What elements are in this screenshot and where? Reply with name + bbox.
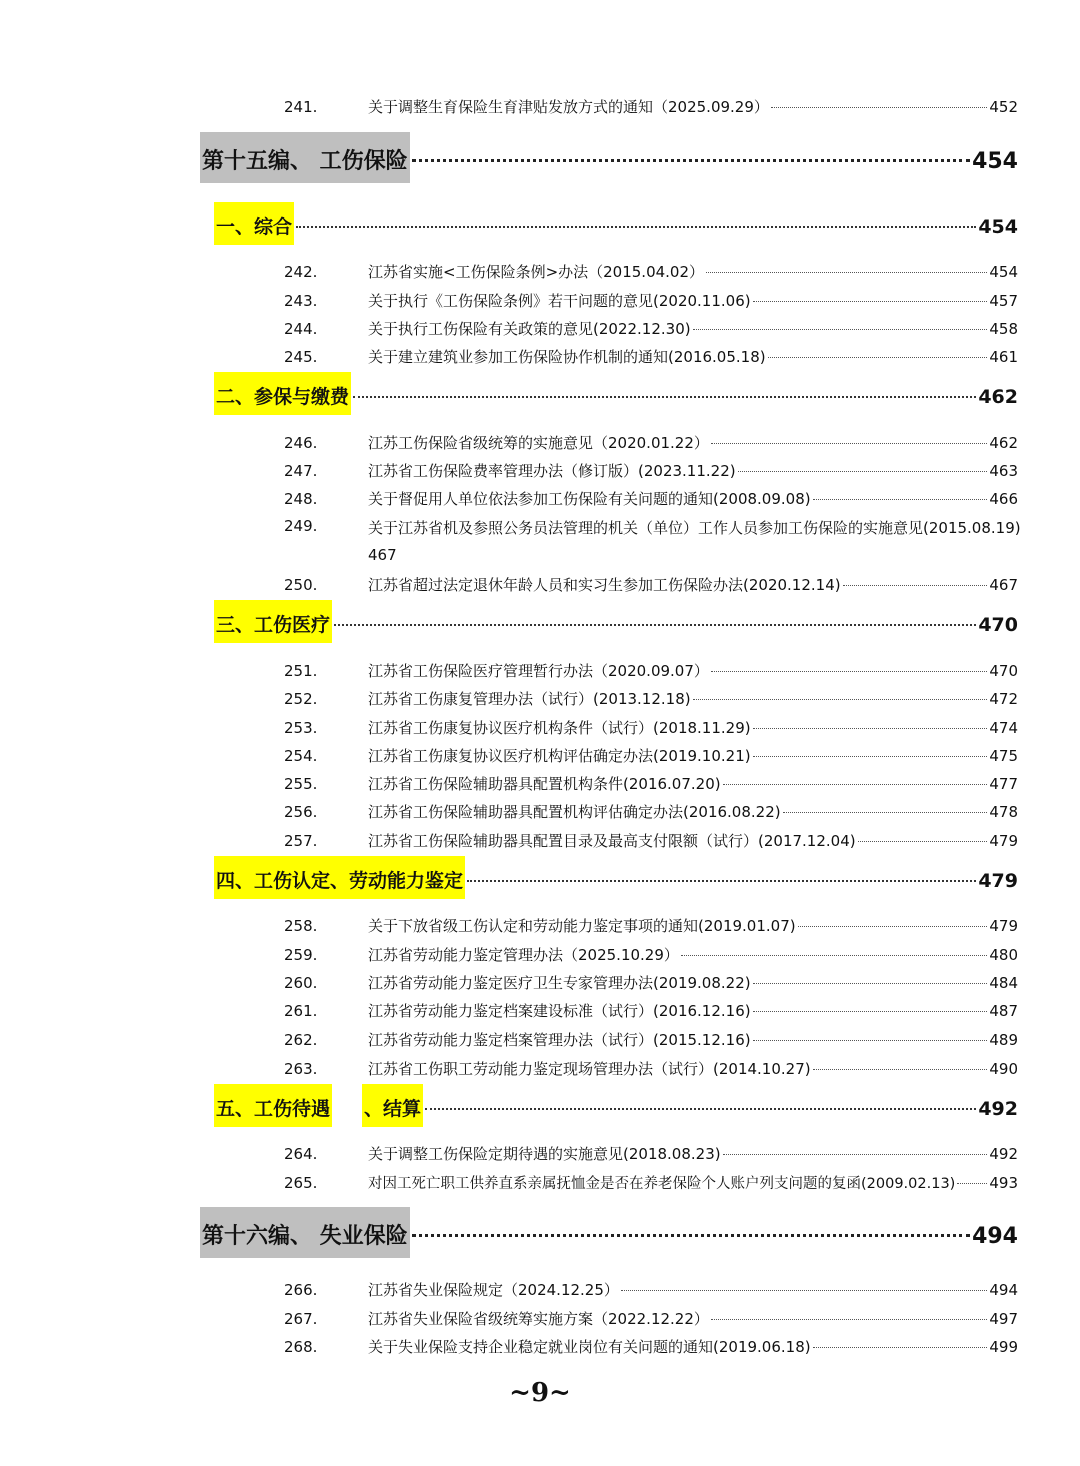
- entry-number: 266.: [284, 1281, 318, 1299]
- entry-title: 江苏省工伤保险医疗管理暂行办法（2020.09.07）: [368, 662, 709, 680]
- dot-leader: [681, 955, 987, 956]
- dot-leader: [813, 499, 988, 500]
- entry-number: 242.: [284, 263, 318, 281]
- toc-entry: [284, 1336, 1018, 1358]
- entry-page: 452: [989, 98, 1018, 116]
- dot-leader: [723, 784, 988, 785]
- entry-title: 江苏省劳动能力鉴定档案管理办法（试行）(2015.12.16): [368, 1031, 751, 1049]
- entry-page: 457: [989, 292, 1018, 310]
- entry-page: 467: [989, 576, 1018, 594]
- dot-leader: [753, 983, 988, 984]
- section-label: 三、工伤医疗: [214, 600, 332, 643]
- entry-title: 关于执行工伤保险有关政策的意见(2022.12.30): [368, 320, 691, 338]
- entry-number: 247.: [284, 462, 318, 480]
- section-heading: [214, 600, 1018, 643]
- entry-number: 267.: [284, 1310, 318, 1328]
- entry-title: 关于执行《工伤保险条例》若干问题的意见(2020.11.06): [368, 292, 751, 310]
- entry-number: 257.: [284, 832, 318, 850]
- entry-page: 484: [989, 974, 1018, 992]
- dot-leader: [753, 1011, 988, 1012]
- entry-number: 246.: [284, 434, 318, 452]
- entry-number: 248.: [284, 490, 318, 508]
- dot-leader: [753, 756, 988, 757]
- toc-entry: [284, 290, 1018, 312]
- entry-page: 461: [989, 348, 1018, 366]
- entry-title: 关于督促用人单位依法参加工伤保险有关问题的通知(2008.09.08): [368, 490, 811, 508]
- section-heading: [214, 372, 1018, 415]
- dot-leader: [425, 1108, 976, 1110]
- toc-entry: [284, 830, 1018, 852]
- entry-page: 474: [989, 719, 1018, 737]
- entry-page: 480: [989, 946, 1018, 964]
- dot-leader: [957, 1183, 987, 1184]
- entry-number: 249.: [284, 517, 318, 535]
- entry-number: 244.: [284, 320, 318, 338]
- entry-page: 489: [989, 1031, 1018, 1049]
- dot-leader: [813, 1069, 988, 1070]
- entry-page: 458: [989, 320, 1018, 338]
- section-heading: [214, 202, 1018, 245]
- page-number-footer: ~9~: [509, 1378, 571, 1408]
- dot-leader: [334, 624, 976, 626]
- dot-leader: [693, 329, 988, 330]
- entry-title: 江苏省工伤保险辅助器具配置机构评估确定办法(2016.08.22): [368, 803, 781, 821]
- toc-entry: [284, 773, 1018, 795]
- toc-entry: [284, 1308, 1018, 1330]
- part-page: 454: [972, 149, 1018, 174]
- part-label: 第十六编、 失业保险: [200, 1207, 410, 1258]
- dot-leader: [753, 728, 988, 729]
- entry-number: 256.: [284, 803, 318, 821]
- dot-leader: [412, 1234, 970, 1237]
- toc-entry: [284, 1029, 1018, 1051]
- section-label: 四、工伤认定、劳动能力鉴定: [214, 856, 465, 899]
- toc-entry: [284, 1058, 1018, 1080]
- entry-title: 江苏省超过法定退休年龄人员和实习生参加工伤保险办法(2020.12.14): [368, 576, 841, 594]
- toc-entry: [284, 944, 1018, 966]
- toc-entry: [284, 432, 1018, 454]
- entry-number: 254.: [284, 747, 318, 765]
- toc-entry: [284, 688, 1018, 710]
- entry-number: 259.: [284, 946, 318, 964]
- entry-page: 475: [989, 747, 1018, 765]
- toc-entry: [284, 346, 1018, 368]
- part-heading: [200, 132, 1018, 183]
- dot-leader: [412, 159, 970, 162]
- entry-title: 江苏省实施<工伤保险条例>办法（2015.04.02）: [368, 263, 705, 281]
- entry-title: 江苏省失业保险规定（2024.12.25）: [368, 1281, 619, 1299]
- dot-leader: [753, 1040, 988, 1041]
- dot-leader: [711, 1319, 987, 1320]
- toc-entry: [284, 1279, 1018, 1301]
- toc-entry: [284, 261, 1018, 283]
- dot-leader: [843, 585, 988, 586]
- entry-title: 关于下放省级工伤认定和劳动能力鉴定事项的通知(2019.01.07): [368, 917, 796, 935]
- entry-number: 243.: [284, 292, 318, 310]
- entry-title: 关于调整工伤保险定期待遇的实施意见(2018.08.23): [368, 1145, 721, 1163]
- entry-number: 253.: [284, 719, 318, 737]
- dot-leader: [813, 1347, 988, 1348]
- toc-entry: [284, 517, 1021, 573]
- entry-number: 263.: [284, 1060, 318, 1078]
- entry-number: 255.: [284, 775, 318, 793]
- entry-page: 470: [989, 662, 1018, 680]
- toc-entry: [284, 745, 1018, 767]
- part-heading: [200, 1207, 1018, 1258]
- entry-number: 245.: [284, 348, 318, 366]
- toc-entry: [284, 488, 1018, 510]
- entry-number: 268.: [284, 1338, 318, 1356]
- dot-leader: [798, 926, 988, 927]
- entry-title: 江苏省工伤康复管理办法（试行）(2013.12.18): [368, 690, 691, 708]
- entry-page: 479: [989, 832, 1018, 850]
- dot-leader: [858, 841, 988, 842]
- toc-entry: [284, 574, 1018, 596]
- entry-page: 494: [989, 1281, 1018, 1299]
- entry-title: 关于江苏省机及参照公务员法管理的机关（单位）工作人员参加工伤保险的实施意见(2015.08.19): [368, 519, 1021, 537]
- entry-title: 对因工死亡职工供养直系亲属抚恤金是否在养老保险个人账户列支问题的复函(2009.02.13): [368, 1176, 956, 1192]
- entry-page: 472: [989, 690, 1018, 708]
- section-page: 479: [978, 870, 1018, 892]
- entry-page: 466: [989, 490, 1018, 508]
- toc-entry: [284, 660, 1018, 682]
- dot-leader: [693, 699, 988, 700]
- section-page: 454: [978, 216, 1018, 238]
- dot-leader: [723, 1154, 988, 1155]
- section-page: 470: [978, 614, 1018, 636]
- toc-entry: [284, 1143, 1018, 1165]
- entry-title: 江苏省工伤保险费率管理办法（修订版）(2023.11.22): [368, 462, 736, 480]
- entry-page: 467: [368, 546, 397, 564]
- entry-page: 492: [989, 1145, 1018, 1163]
- entry-title: 关于建立建筑业参加工伤保险协作机制的通知(2016.05.18): [368, 348, 766, 366]
- entry-title: 江苏省工伤保险辅助器具配置目录及最高支付限额（试行）(2017.12.04): [368, 832, 856, 850]
- toc-entry: [284, 801, 1018, 823]
- entry-page: 490: [989, 1060, 1018, 1078]
- entry-page: 454: [989, 263, 1018, 281]
- entry-title: 江苏省工伤康复协议医疗机构评估确定办法(2019.10.21): [368, 747, 751, 765]
- section-label: 二、参保与缴费: [214, 372, 351, 415]
- dot-leader: [706, 272, 987, 273]
- entry-page: 477: [989, 775, 1018, 793]
- entry-number: 262.: [284, 1031, 318, 1049]
- entry-page: 478: [989, 803, 1018, 821]
- entry-page: 463: [989, 462, 1018, 480]
- section-page: 462: [978, 386, 1018, 408]
- dot-leader: [296, 226, 976, 228]
- dot-leader: [621, 1290, 987, 1291]
- entry-title: 江苏省工伤职工劳动能力鉴定现场管理办法（试行）(2014.10.27): [368, 1060, 811, 1078]
- dot-leader: [771, 107, 987, 108]
- section-label-continued: 、结算: [362, 1084, 423, 1127]
- dot-leader: [353, 396, 976, 398]
- dot-leader: [711, 671, 987, 672]
- toc-entry: [284, 96, 1018, 118]
- entry-number: 258.: [284, 917, 318, 935]
- entry-title: 关于调整生育保险生育津贴发放方式的通知（2025.09.29）: [368, 98, 769, 116]
- toc-entry: [284, 1000, 1018, 1022]
- entry-page: 487: [989, 1002, 1018, 1020]
- section-heading: [214, 1084, 1018, 1127]
- entry-number: 251.: [284, 662, 318, 680]
- toc-entry: [284, 717, 1018, 739]
- dot-leader: [467, 880, 976, 882]
- entry-title: 江苏工伤保险省级统筹的实施意见（2020.01.22）: [368, 434, 709, 452]
- dot-leader: [753, 301, 988, 302]
- dot-leader: [768, 357, 988, 358]
- entry-page: 462: [989, 434, 1018, 452]
- entry-number: 241.: [284, 98, 318, 116]
- dot-leader: [738, 471, 988, 472]
- section-page: 492: [978, 1098, 1018, 1120]
- dot-leader: [783, 812, 988, 813]
- toc-entry: [284, 972, 1018, 994]
- entry-title: 江苏省劳动能力鉴定档案建设标准（试行）(2016.12.16): [368, 1002, 751, 1020]
- toc-entry: [284, 915, 1018, 937]
- entry-title: 江苏省劳动能力鉴定管理办法（2025.10.29）: [368, 946, 679, 964]
- entry-number: 252.: [284, 690, 318, 708]
- entry-title: 江苏省失业保险省级统筹实施方案（2022.12.22）: [368, 1310, 709, 1328]
- entry-title: 关于失业保险支持企业稳定就业岗位有关问题的通知(2019.06.18): [368, 1338, 811, 1356]
- entry-title: 江苏省工伤保险辅助器具配置机构条件(2016.07.20): [368, 775, 721, 793]
- entry-page: 493: [989, 1174, 1018, 1192]
- toc-entry: [284, 460, 1018, 482]
- entry-number: 260.: [284, 974, 318, 992]
- entry-page: 479: [989, 917, 1018, 935]
- toc-entry: [284, 1172, 1018, 1194]
- section-label: 一、综合: [214, 202, 294, 245]
- entry-number: 264.: [284, 1145, 318, 1163]
- part-label: 第十五编、 工伤保险: [200, 132, 410, 183]
- entry-title: 江苏省工伤康复协议医疗机构条件（试行）(2018.11.29): [368, 719, 751, 737]
- entry-number: 261.: [284, 1002, 318, 1020]
- entry-page: 499: [989, 1338, 1018, 1356]
- section-heading: [214, 856, 1018, 899]
- section-label: 五、工伤待遇: [214, 1084, 332, 1127]
- entry-number: 265.: [284, 1174, 318, 1192]
- entry-number: 250.: [284, 576, 318, 594]
- entry-page: 497: [989, 1310, 1018, 1328]
- part-page: 494: [972, 1224, 1018, 1249]
- entry-title: 江苏省劳动能力鉴定医疗卫生专家管理办法(2019.08.22): [368, 974, 751, 992]
- dot-leader: [711, 443, 987, 444]
- toc-entry: [284, 318, 1018, 340]
